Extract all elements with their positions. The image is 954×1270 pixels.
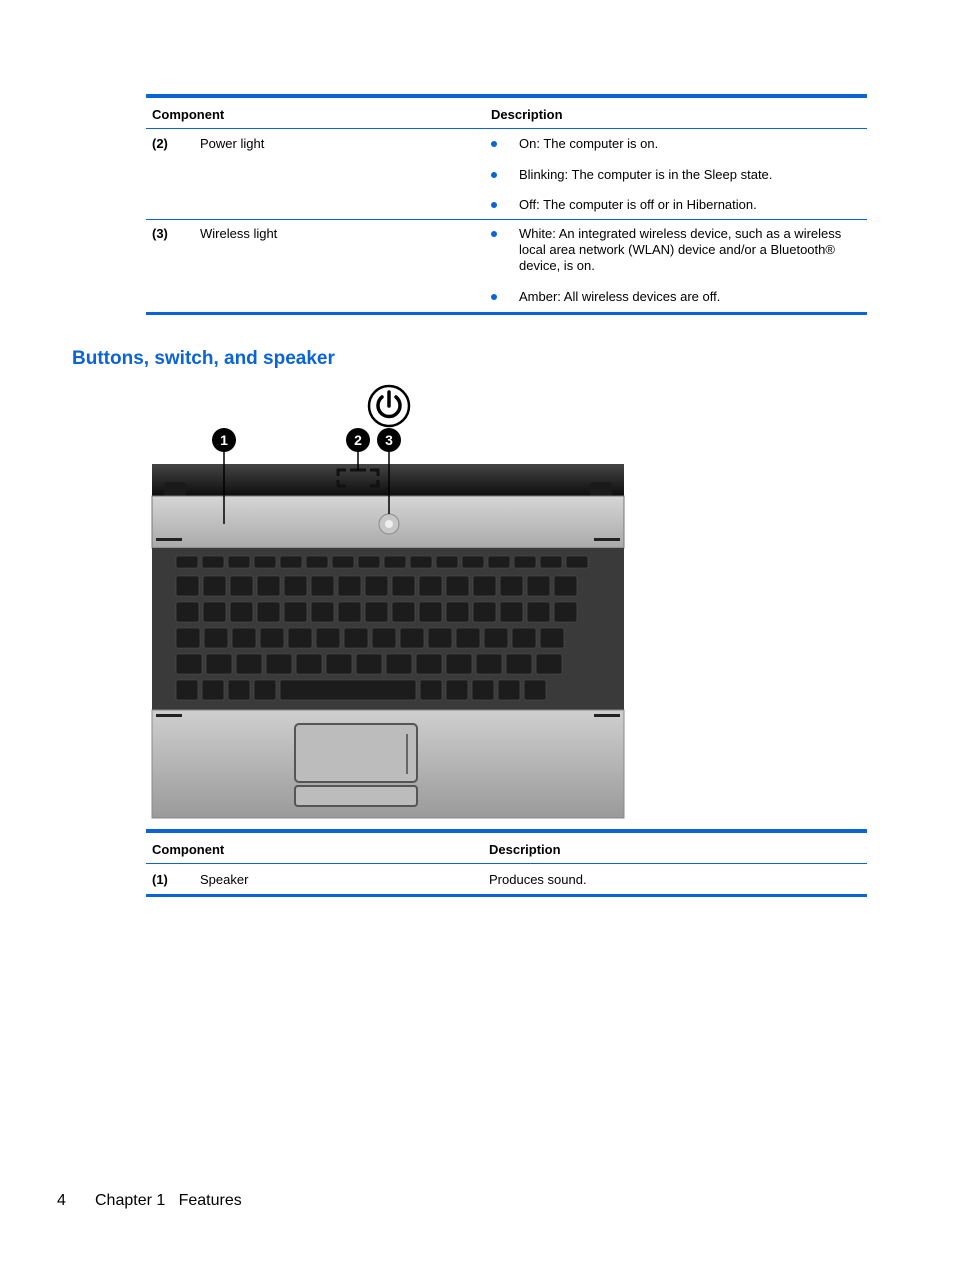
keyboard-key — [365, 576, 388, 596]
component-name: Wireless light — [200, 226, 278, 241]
keyboard-key — [540, 628, 564, 648]
keyboard-key — [203, 576, 226, 596]
keyboard-key — [419, 576, 442, 596]
keyboard-key — [484, 628, 508, 648]
keyboard-key — [230, 602, 253, 622]
keyboard-key — [311, 602, 334, 622]
keyboard-key — [524, 680, 546, 700]
keyboard-key — [512, 628, 536, 648]
keyboard-key — [254, 680, 276, 700]
keyboard-key — [500, 576, 523, 596]
keyboard-key — [280, 680, 416, 700]
keyboard-key — [257, 602, 280, 622]
keyboard-key — [260, 628, 284, 648]
keyboard-key — [338, 602, 361, 622]
keyboard-key — [176, 556, 198, 568]
keyboard-key — [202, 680, 224, 700]
bullet-icon — [491, 202, 497, 208]
callout-1 — [212, 428, 236, 452]
keyboard-key — [514, 556, 536, 568]
callout-2 — [346, 428, 370, 452]
keyboard-key — [500, 602, 523, 622]
component-description: Produces sound. — [489, 872, 587, 887]
svg-text:3: 3 — [385, 432, 393, 448]
table-row: (3) Wireless light White: An integrated wireless device, such as a wireless local area network (WLAN) device and/or a Bluetooth® device, is on. Amber: All wireless devices are off. — [152, 226, 842, 304]
keyboard-key — [554, 602, 577, 622]
power-icon — [369, 386, 409, 426]
keyboard-key — [365, 602, 388, 622]
keyboard-key — [498, 680, 520, 700]
keyboard-key — [472, 680, 494, 700]
display-lid — [152, 464, 624, 496]
keyboard-key — [476, 654, 502, 674]
keyboard-key — [356, 654, 382, 674]
component-name: Speaker — [200, 872, 249, 887]
touchpad — [295, 724, 417, 782]
keyboard-key — [257, 576, 280, 596]
svg-text:1: 1 — [220, 432, 228, 448]
keyboard-key — [446, 576, 469, 596]
keyboard-key — [204, 628, 228, 648]
keyboard-key — [338, 576, 361, 596]
keyboard-key — [228, 680, 250, 700]
keyboard-key — [344, 628, 368, 648]
keyboard-key — [392, 576, 415, 596]
component-number: (1) — [152, 872, 168, 887]
table-bottom-rule — [146, 312, 867, 315]
table-header — [146, 98, 867, 129]
keyboard-key — [446, 680, 468, 700]
keyboard-key — [566, 556, 588, 568]
keyboard-key — [554, 576, 577, 596]
component-number: (2) — [152, 136, 168, 151]
keyboard-key — [326, 654, 352, 674]
table-row — [146, 864, 867, 894]
table-header — [146, 833, 867, 864]
keyboard-key — [473, 576, 496, 596]
keyboard-key — [372, 628, 396, 648]
header-component: Component — [152, 107, 225, 122]
keyboard-key — [176, 654, 202, 674]
keyboard-key — [280, 556, 302, 568]
keyboard-key — [284, 602, 307, 622]
speaker-table — [146, 829, 867, 897]
bullet-icon — [491, 172, 497, 178]
keyboard-key — [446, 602, 469, 622]
laptop-illustration — [146, 384, 630, 820]
keyboard-key — [527, 576, 550, 596]
keyboard-key — [176, 628, 200, 648]
keyboard-key — [536, 654, 562, 674]
keyboard-key — [488, 556, 510, 568]
table-bottom-rule — [146, 894, 867, 897]
bullet-icon — [491, 141, 497, 147]
keyboard-key — [410, 556, 432, 568]
keyboard-key — [462, 556, 484, 568]
keyboard-key — [176, 680, 198, 700]
keyboard-key — [266, 654, 292, 674]
header-description: Description — [491, 107, 563, 122]
table-row: (2) Power light On: The computer is on. Blinking: The computer is in the Sleep state. Off: The computer is off or in Hibernation. — [146, 129, 867, 220]
keyboard-key — [203, 602, 226, 622]
bullet-icon — [491, 294, 497, 300]
component-name: Power light — [200, 136, 265, 151]
section-heading: Buttons, switch, and speaker — [72, 348, 335, 369]
keyboard-key — [473, 602, 496, 622]
keyboard-key — [306, 556, 328, 568]
keyboard-key — [254, 556, 276, 568]
keyboard-key — [296, 654, 322, 674]
touchpad-buttons — [295, 786, 417, 806]
keyboard-key — [316, 628, 340, 648]
keyboard-key — [456, 628, 480, 648]
keyboard-key — [288, 628, 312, 648]
chapter-title: Chapter 1 Features — [95, 1192, 242, 1209]
header-component: Component — [152, 842, 225, 857]
keyboard-key — [419, 602, 442, 622]
keyboard-key — [400, 628, 424, 648]
bullet-icon — [491, 231, 497, 237]
keyboard-key — [540, 556, 562, 568]
keyboard-key — [386, 654, 412, 674]
header-description: Description — [489, 842, 561, 857]
keyboard-key — [384, 556, 406, 568]
keyboard-key — [230, 576, 253, 596]
svg-text:2: 2 — [354, 432, 362, 448]
keyboard-key — [176, 602, 199, 622]
keyboard-key — [332, 556, 354, 568]
callout-3 — [377, 428, 401, 452]
keyboard-key — [206, 654, 232, 674]
lights-table — [146, 94, 867, 315]
keyboard-key — [236, 654, 262, 674]
keyboard-key — [284, 576, 307, 596]
keyboard-key — [228, 556, 250, 568]
keyboard-key — [436, 556, 458, 568]
keyboard-key — [416, 654, 442, 674]
keyboard-key — [446, 654, 472, 674]
keyboard-key — [311, 576, 334, 596]
keyboard-key — [420, 680, 442, 700]
keyboard-key — [506, 654, 532, 674]
page-number: 4 — [57, 1192, 66, 1209]
component-number: (3) — [152, 226, 168, 241]
keyboard-key — [202, 556, 224, 568]
keyboard-key — [527, 602, 550, 622]
keyboard-key — [428, 628, 452, 648]
keyboard-key — [232, 628, 256, 648]
laptop-keyboard-figure — [146, 384, 630, 820]
keyboard-key — [392, 602, 415, 622]
keyboard-key — [358, 556, 380, 568]
keyboard-key — [176, 576, 199, 596]
